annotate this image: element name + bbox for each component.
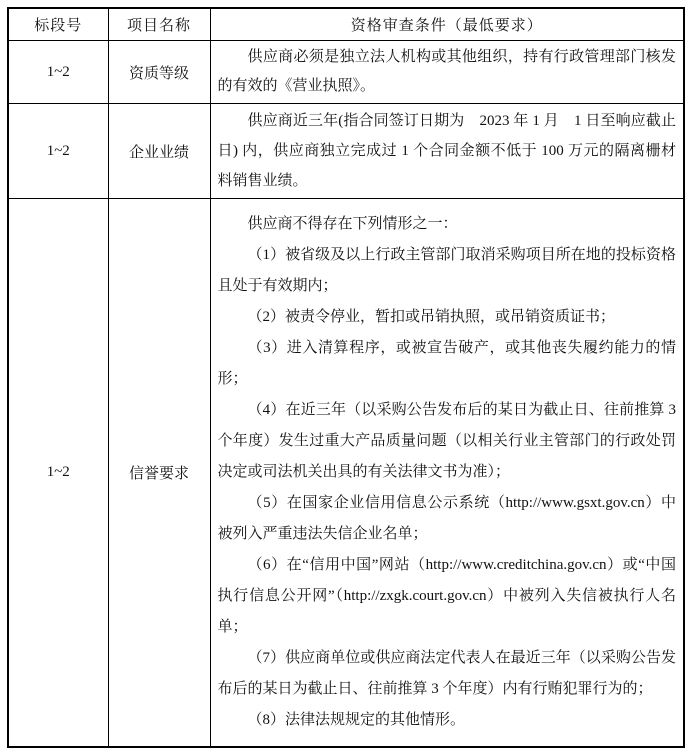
section-number-cell: 1~2 (8, 199, 108, 747)
section-number-cell: 1~2 (8, 41, 108, 104)
criteria-cell (210, 199, 684, 747)
criteria-paragraph: 供应商近三年(指合同签订日期为 2023 年 1 月 1 日至响应截止日) 内，供应商独立完成过 1 个合同金额不低于 100 万元的隔离栅材料销售业绩。 (217, 113, 676, 189)
qualification-review-table (7, 7, 685, 748)
criteria-paragraph: 供应商必须是独立法人机构或其他组织，持有行政管理部门核发的有效的《营业执照》。 (217, 49, 676, 94)
header-section-number: 标段号 (8, 8, 108, 41)
table-row-qualification-grade (8, 41, 684, 104)
header-item-name: 项目名称 (108, 8, 210, 41)
item-name-cell: 企业业绩 (108, 104, 210, 199)
criteria-cell (210, 41, 684, 104)
criteria-item-7: （7）供应商单位或供应商法定代表人在最近三年（以采购公告发布后的某日为截止日、往前推算 3 个年度）内有行贿犯罪行为的； (217, 649, 676, 697)
criteria-item-3: （3）进入清算程序，或被宣告破产，或其他丧失履约能力的情形； (217, 339, 676, 387)
criteria-item-6: （6）在“信用中国”网站（http://www.creditchina.gov.cn）或“中国执行信息公开网”（http://zxgk.court.gov.cn）中被列入失信被执行人名单； (217, 556, 676, 635)
item-name-cell: 资质等级 (108, 41, 210, 104)
criteria-intro-paragraph: 供应商不得存在下列情形之一： (247, 215, 458, 232)
table-row-credit-requirements (8, 199, 684, 747)
section-number-cell: 1~2 (8, 104, 108, 199)
criteria-item-4: （4）在近三年（以采购公告发布后的某日为截止日、往前推算 3 个年度）发生过重大产品质量问题（以相关行业主管部门的行政处罚决定或司法机关出具的有关法律文书为准）； (217, 401, 676, 480)
table-header-row (8, 8, 684, 41)
criteria-cell (210, 104, 684, 199)
criteria-item-1: （1）被省级及以上行政主管部门取消采购项目所在地的投标资格且处于有效期内； (217, 246, 676, 294)
criteria-item-5: （5）在国家企业信用信息公示系统（http://www.gsxt.gov.cn）中被列入严重违法失信企业名单； (217, 494, 676, 542)
criteria-item-2: （2）被责令停业，暂扣或吊销执照，或吊销资质证书； (247, 308, 616, 325)
item-name-cell: 信誉要求 (108, 199, 210, 747)
criteria-item-8: （8）法律法规规定的其他情形。 (247, 711, 466, 728)
header-criteria: 资格审查条件（最低要求） (210, 8, 684, 41)
table-row-enterprise-performance (8, 104, 684, 199)
